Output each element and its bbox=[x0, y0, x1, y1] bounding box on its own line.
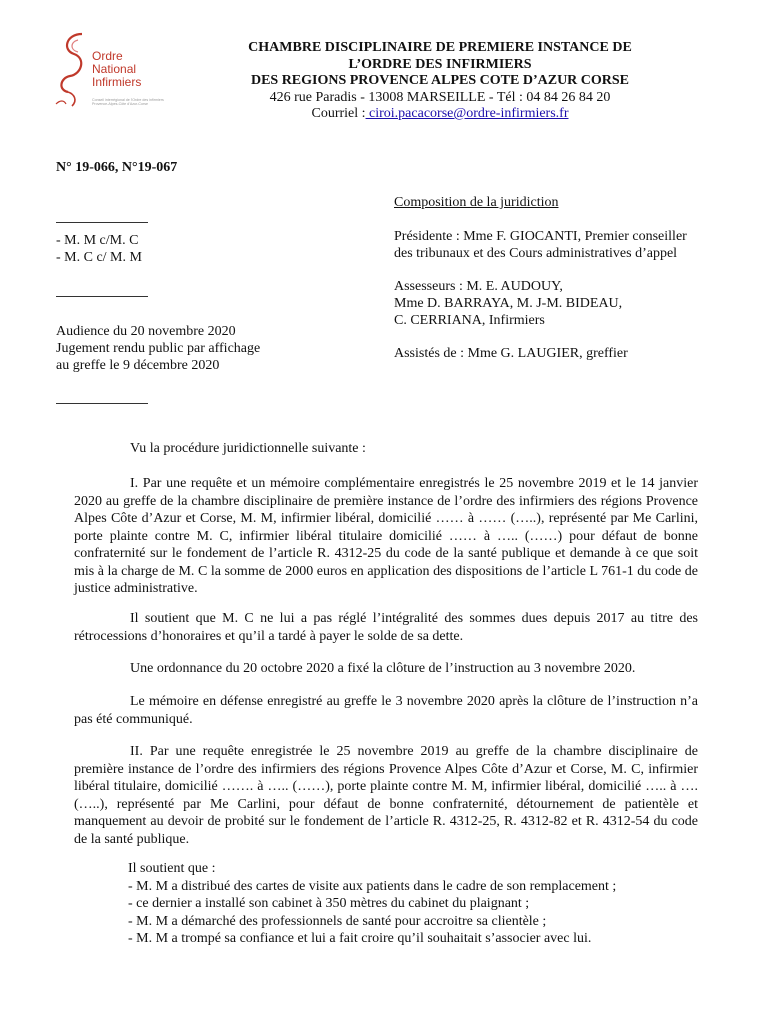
parties bbox=[56, 232, 356, 266]
assesseurs-line: C. CERRIANA, Infirmiers bbox=[394, 313, 545, 328]
paragraph-text: Une ordonnance du 20 octobre 2020 a fixé la clôture de l’instruction au 3 novembre 2020. bbox=[130, 661, 636, 676]
email-link[interactable]: ciroi.pacacorse@ordre-infirmiers.fr bbox=[365, 106, 569, 121]
paragraph-5 bbox=[74, 743, 698, 848]
composition-title: Composition de la juridiction bbox=[394, 195, 559, 210]
claims-list bbox=[128, 860, 708, 948]
list-item: - M. M a trompé sa confiance et lui a fait croire qu’il souhaitait s’associer avec lui. bbox=[128, 931, 592, 946]
divider bbox=[56, 296, 148, 297]
list-item: - M. M a distribué des cartes de visite aux patients dans le cadre de son remplacement ; bbox=[128, 878, 617, 894]
paragraph-1 bbox=[74, 475, 698, 598]
list-intro: Il soutient que : bbox=[128, 861, 216, 876]
case-number: N° 19-066, N°19-067 bbox=[56, 160, 178, 175]
logo-line-3: Infirmiers bbox=[92, 75, 142, 89]
body-intro bbox=[74, 440, 698, 458]
assesseurs-line: Mme D. BARRAYA, M. J-M. BIDEAU, bbox=[394, 296, 623, 311]
assistes: Assistés de : Mme G. LAUGIER, greffier bbox=[394, 346, 628, 361]
hearing-line: au greffe le 9 décembre 2020 bbox=[56, 358, 220, 373]
intro-paragraph: Vu la procédure juridictionnelle suivante : bbox=[130, 441, 366, 456]
hearing-line: Audience du 20 novembre 2020 bbox=[56, 324, 236, 339]
divider bbox=[56, 403, 148, 404]
document-header bbox=[170, 40, 710, 123]
header-line-1: CHAMBRE DISCIPLINAIRE DE PREMIERE INSTANCE DE bbox=[248, 40, 632, 55]
paragraph-text: II. Par une requête enregistrée le 25 novembre 2019 au greffe de la chambre disciplinaire de première instance de l’ordre des infirmiers des régions Provence Alpes Côte d’Azur et Corse, M. C, infirmier libéral titulaire, domicilié ……. à ….. (……), porte plainte contre M. M, infirmier libéral, domicilié ….. à …. (…..), représenté par Me Carlini, pour défaut de bonne confraternité, détournement de patientèle et manquement au devoir de probité sur le fondement de l’article R. 4312-25, R. 4312-82 et R. 4312-54 du code de la santé publique. bbox=[74, 744, 698, 847]
logo-line-2: National bbox=[92, 62, 137, 76]
composition bbox=[394, 194, 734, 211]
paragraph-text: Il soutient que M. C ne lui a pas réglé l’intégralité des sommes dues depuis 2017 au titre des rétrocessions d’honoraires et qu’il a tardé à payer le solde de sa dette. bbox=[74, 611, 698, 644]
ordre-infirmiers-logo bbox=[52, 30, 172, 116]
presidente bbox=[394, 228, 734, 262]
paragraph-3 bbox=[74, 660, 698, 678]
party-line: - M. C c/ M. M bbox=[56, 250, 142, 265]
party-line: - M. M c/M. C bbox=[56, 233, 139, 248]
assesseurs bbox=[394, 278, 734, 329]
paragraph-text: I. Par une requête et un mémoire complémentaire enregistrés le 25 novembre 2019 et le 14 janvier 2020 au greffe de la chambre disciplinaire de première instance de l’ordre des infirmiers des régions Provence Alpes Côte d’Azur et Corse, M. M, infirmier libéral, domicilié …… à …… (…..), représenté par Me Carlini, porte plainte contre M. C, infirmier libéral titulaire domicilié …… à ….. (……) pour défaut de bonne confraternité sur le fondement de l’article R. 4312-25 du code de la santé publique et demande à ce que soit mis à la charge de M. C la somme de 2000 euros en application des dispositions de l’article L 761-1 du code de justice administrative. bbox=[74, 476, 698, 596]
divider bbox=[56, 222, 148, 223]
courriel-label: Courriel : bbox=[311, 106, 366, 121]
assesseurs-line: Assesseurs : M. E. AUDOUY, bbox=[394, 279, 563, 294]
header-line-2: L’ORDRE DES INFIRMIERS bbox=[348, 56, 532, 72]
paragraph-text: Le mémoire en défense enregistré au greffe le 3 novembre 2020 après la clôture de l’instruction n’a pas été communiqué. bbox=[74, 694, 698, 727]
paragraph-2 bbox=[74, 610, 698, 645]
hearing-info bbox=[56, 323, 356, 374]
presidente-line: des tribunaux et des Cours administratives d’appel bbox=[394, 246, 678, 261]
paragraph-4 bbox=[74, 693, 698, 728]
logo-subtitle: Conseil interrégional de l'Ordre des infirmiers Provence-Alpes-Côte d'Azur-Corse bbox=[92, 98, 164, 107]
hearing-line: Jugement rendu public par affichage bbox=[56, 341, 261, 356]
presidente-line: Présidente : Mme F. GIOCANTI, Premier conseiller bbox=[394, 229, 687, 244]
logo-line-1: Ordre bbox=[92, 49, 123, 63]
list-item: - M. M a démarché des professionnels de santé pour accroitre sa clientèle ; bbox=[128, 913, 547, 929]
header-courriel bbox=[170, 106, 710, 123]
header-line-3: DES REGIONS PROVENCE ALPES COTE D’AZUR CORSE bbox=[250, 73, 630, 88]
header-address: 426 rue Paradis - 13008 MARSEILLE - Tél : 04 84 26 84 20 bbox=[269, 89, 611, 105]
list-item: - ce dernier a installé son cabinet à 350 mètres du cabinet du plaignant ; bbox=[128, 896, 530, 911]
